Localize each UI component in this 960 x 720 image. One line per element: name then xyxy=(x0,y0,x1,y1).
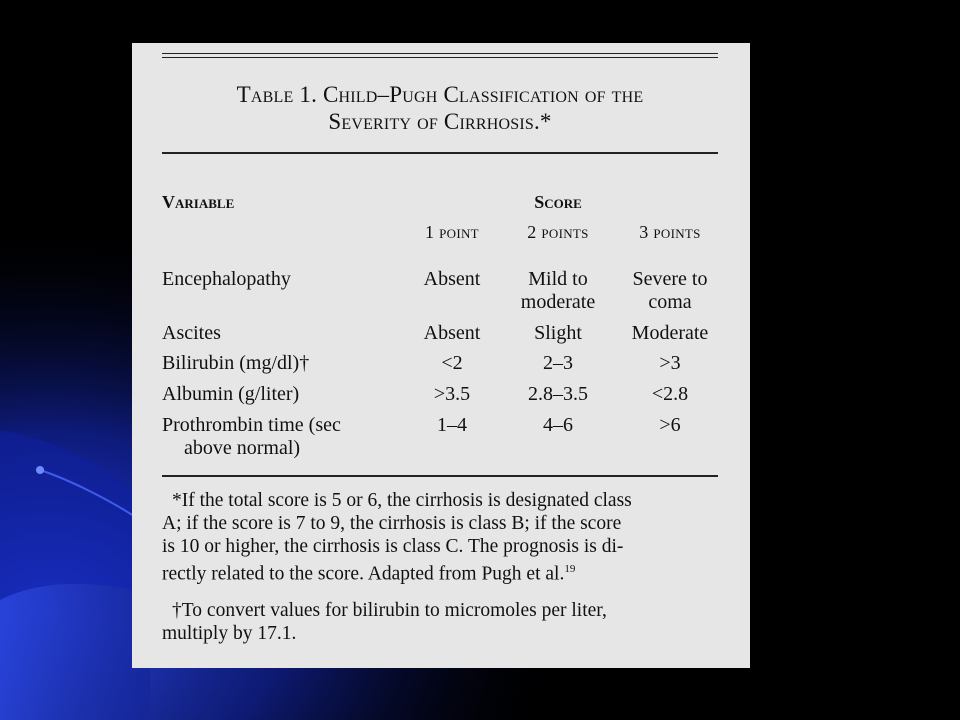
row-ascites-label: Ascites xyxy=(162,322,221,344)
row-bilirubin-label: Bilirubin (mg/dl)† xyxy=(162,352,310,374)
bottom-rule xyxy=(162,475,718,477)
row-bilirubin-2pt: 2–3 xyxy=(543,352,573,374)
table-card xyxy=(132,43,750,668)
row-encephalopathy-1pt: Absent xyxy=(423,268,481,290)
row-bilirubin-3pt: >3 xyxy=(659,352,681,374)
row-prothrombin-label-line2: above normal) xyxy=(184,437,301,459)
footnote-dagger-line-2: multiply by 17.1. xyxy=(162,623,297,644)
row-prothrombin-2pt: 4–6 xyxy=(543,414,573,436)
header-1-point: 1 point xyxy=(425,222,479,242)
title-line-2: Severity of Cirrhosis.* xyxy=(328,109,552,134)
top-rule-1 xyxy=(162,53,718,54)
title-line-1: Table 1. Child–Pugh Classification of the xyxy=(236,82,644,107)
row-prothrombin-1pt: 1–4 xyxy=(437,414,467,436)
footnote-star xyxy=(162,489,722,586)
row-albumin-label: Albumin (g/liter) xyxy=(162,383,300,405)
footnote-dagger xyxy=(162,599,722,645)
header-2-points: 2 points xyxy=(527,222,589,242)
row-albumin-3pt: <2.8 xyxy=(651,383,689,405)
bullet-dot xyxy=(36,466,44,474)
row-albumin-2pt: 2.8–3.5 xyxy=(528,383,588,405)
footnote-star-line-4 xyxy=(162,558,722,586)
footnote-star-line-4-text: rectly related to the score. Adapted from Pugh et al. xyxy=(162,563,565,585)
footnote-star-line-2: A; if the score is 7 to 9, the cirrhosis is class B; if the score xyxy=(162,513,622,534)
row-encephalopathy-3pt-line2: coma xyxy=(648,291,692,313)
row-bilirubin-1pt: <2 xyxy=(441,352,463,374)
header-variable: Variable xyxy=(162,192,235,212)
row-ascites-1pt: Absent xyxy=(423,322,481,344)
top-rule-2 xyxy=(162,57,718,58)
row-encephalopathy-3pt-line1: Severe to xyxy=(632,268,708,290)
footnote-star-line-1: *If the total score is 5 or 6, the cirrhosis is designated class xyxy=(172,490,632,511)
header-score: Score xyxy=(534,192,582,212)
footnote-star-line-3: is 10 or higher, the cirrhosis is class C. The prognosis is di- xyxy=(162,536,624,557)
row-ascites-3pt: Moderate xyxy=(631,322,709,344)
row-prothrombin-3pt: >6 xyxy=(659,414,681,436)
row-albumin-1pt: >3.5 xyxy=(433,383,471,405)
table-title xyxy=(162,81,718,135)
row-ascites-2pt: Slight xyxy=(534,322,582,344)
title-rule xyxy=(162,152,718,154)
footnote-dagger-line-1: †To convert values for bilirubin to micromoles per liter, xyxy=(172,600,607,621)
header-3-points: 3 points xyxy=(639,222,701,242)
row-encephalopathy-2pt-line2: moderate xyxy=(520,291,596,313)
reference-superscript: 19 xyxy=(564,563,576,575)
row-encephalopathy-2pt-line1: Mild to xyxy=(528,268,588,290)
row-encephalopathy-label: Encephalopathy xyxy=(162,268,291,290)
row-prothrombin-label-line1: Prothrombin time (sec xyxy=(162,414,341,436)
